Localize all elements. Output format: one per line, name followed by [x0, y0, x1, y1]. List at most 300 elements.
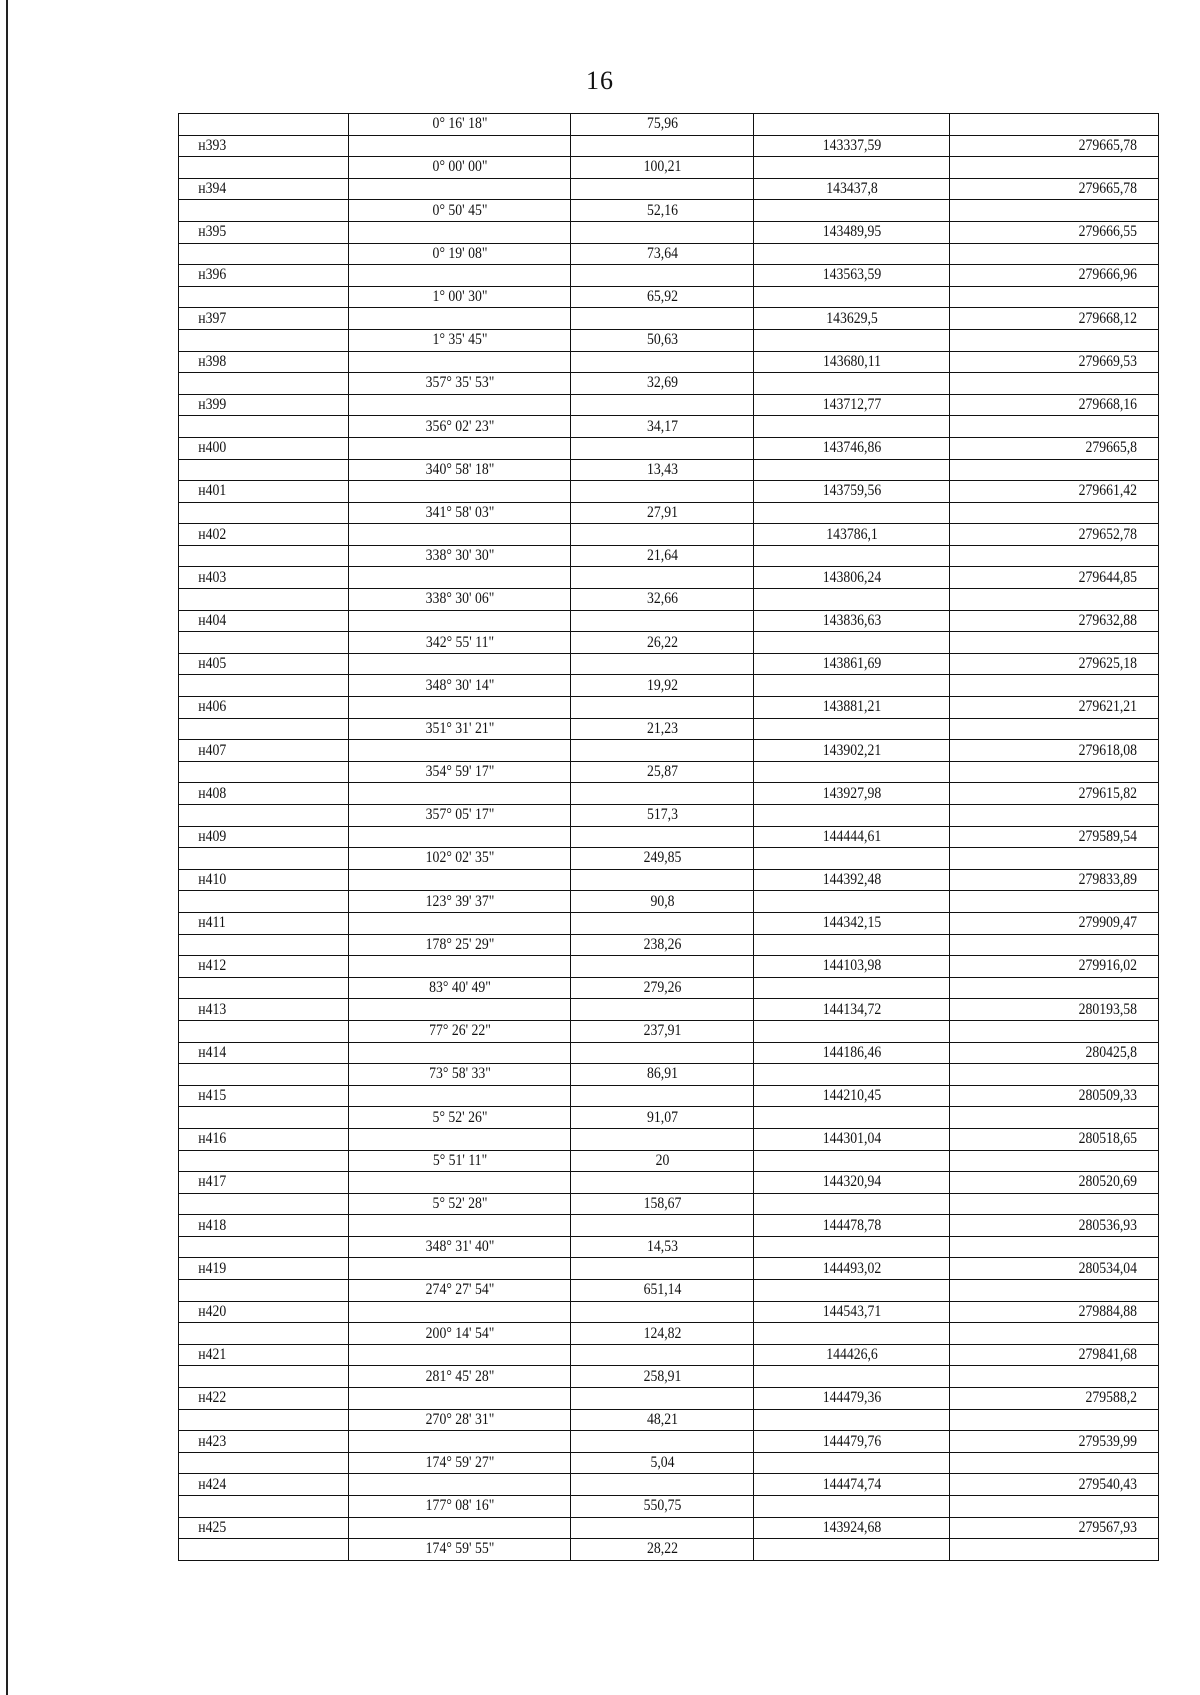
length-cell — [583, 1085, 740, 1107]
x-coordinate-cell — [767, 545, 936, 567]
y-coordinate-cell — [964, 1020, 1144, 1042]
point-row — [179, 999, 1159, 1021]
x-coordinate-cell — [767, 761, 936, 783]
y-coordinate-cell — [964, 1280, 1144, 1302]
y-coordinate-cell — [964, 373, 1144, 395]
x-coordinate-cell: 144478,78 — [767, 1215, 936, 1237]
x-coordinate-cell — [767, 891, 936, 913]
x-coordinate-cell — [767, 675, 936, 697]
y-coordinate-cell: 279916,02 — [964, 956, 1144, 978]
point-row — [179, 826, 1159, 848]
y-coordinate-cell — [964, 977, 1144, 999]
segment-row — [179, 718, 1159, 740]
x-coordinate-cell — [767, 718, 936, 740]
x-coordinate-cell: 144320,94 — [767, 1172, 936, 1194]
point-name-cell — [190, 373, 336, 395]
angle-cell: 1° 00' 30" — [364, 286, 555, 308]
segment-row — [179, 243, 1159, 265]
point-row — [179, 1258, 1159, 1280]
x-coordinate-cell — [767, 286, 936, 308]
y-coordinate-cell: 279669,53 — [964, 351, 1144, 373]
segment-row — [179, 934, 1159, 956]
x-coordinate-cell: 143337,59 — [767, 135, 936, 157]
x-coordinate-cell — [767, 589, 936, 611]
angle-cell — [364, 1042, 555, 1064]
y-coordinate-cell — [964, 805, 1144, 827]
point-name-cell: н412 — [190, 956, 336, 978]
length-cell — [583, 740, 740, 762]
angle-cell: 348° 31' 40" — [364, 1236, 555, 1258]
angle-cell: 0° 16' 18" — [364, 114, 555, 136]
y-coordinate-cell — [964, 1064, 1144, 1086]
x-coordinate-cell — [767, 632, 936, 654]
point-row — [179, 1042, 1159, 1064]
y-coordinate-cell: 279632,88 — [964, 610, 1144, 632]
length-cell — [583, 1172, 740, 1194]
angle-cell — [364, 740, 555, 762]
length-cell: 14,53 — [583, 1236, 740, 1258]
length-cell: 32,69 — [583, 373, 740, 395]
x-coordinate-cell — [767, 805, 936, 827]
x-coordinate-cell — [767, 200, 936, 222]
segment-row — [179, 1539, 1159, 1561]
point-row — [179, 1085, 1159, 1107]
length-cell: 237,91 — [583, 1020, 740, 1042]
length-cell — [583, 481, 740, 503]
segment-row — [179, 1323, 1159, 1345]
point-row — [179, 135, 1159, 157]
length-cell — [583, 783, 740, 805]
point-name-cell — [190, 545, 336, 567]
angle-cell — [364, 1301, 555, 1323]
y-coordinate-cell: 280534,04 — [964, 1258, 1144, 1280]
point-name-cell: н422 — [190, 1388, 336, 1410]
angle-cell — [364, 308, 555, 330]
angle-cell: 357° 05' 17" — [364, 805, 555, 827]
point-name-cell: н396 — [190, 265, 336, 287]
point-name-cell: н405 — [190, 653, 336, 675]
x-coordinate-cell: 144474,74 — [767, 1474, 936, 1496]
angle-cell — [364, 1128, 555, 1150]
x-coordinate-cell: 143836,63 — [767, 610, 936, 632]
length-cell: 52,16 — [583, 200, 740, 222]
point-name-cell: н399 — [190, 394, 336, 416]
point-name-cell: н417 — [190, 1172, 336, 1194]
angle-cell: 5° 52' 26" — [364, 1107, 555, 1129]
length-cell — [583, 1517, 740, 1539]
length-cell: 5,04 — [583, 1452, 740, 1474]
angle-cell — [364, 481, 555, 503]
length-cell — [583, 999, 740, 1021]
length-cell: 124,82 — [583, 1323, 740, 1345]
y-coordinate-cell: 280520,69 — [964, 1172, 1144, 1194]
angle-cell: 354° 59' 17" — [364, 761, 555, 783]
point-name-cell: н418 — [190, 1215, 336, 1237]
segment-row — [179, 329, 1159, 351]
length-cell: 249,85 — [583, 848, 740, 870]
segment-row — [179, 157, 1159, 179]
x-coordinate-cell: 143629,5 — [767, 308, 936, 330]
angle-cell: 77° 26' 22" — [364, 1020, 555, 1042]
segment-row — [179, 545, 1159, 567]
angle-cell: 348° 30' 14" — [364, 675, 555, 697]
y-coordinate-cell: 279644,85 — [964, 567, 1144, 589]
angle-cell — [364, 826, 555, 848]
angle-cell: 1° 35' 45" — [364, 329, 555, 351]
angle-cell — [364, 437, 555, 459]
x-coordinate-cell: 143786,1 — [767, 524, 936, 546]
x-coordinate-cell: 144479,76 — [767, 1431, 936, 1453]
point-row — [179, 178, 1159, 200]
point-row — [179, 1344, 1159, 1366]
angle-cell: 357° 35' 53" — [364, 373, 555, 395]
point-name-cell: н408 — [190, 783, 336, 805]
segment-row — [179, 1236, 1159, 1258]
point-name-cell — [190, 761, 336, 783]
angle-cell — [364, 1431, 555, 1453]
length-cell — [583, 178, 740, 200]
y-coordinate-cell — [964, 1496, 1144, 1518]
segment-row — [179, 1193, 1159, 1215]
length-cell — [583, 351, 740, 373]
point-name-cell — [190, 1020, 336, 1042]
y-coordinate-cell — [964, 718, 1144, 740]
segment-row — [179, 848, 1159, 870]
point-row — [179, 697, 1159, 719]
angle-cell: 5° 51' 11" — [364, 1150, 555, 1172]
y-coordinate-cell: 279618,08 — [964, 740, 1144, 762]
angle-cell: 281° 45' 28" — [364, 1366, 555, 1388]
length-cell — [583, 653, 740, 675]
y-coordinate-cell: 280509,33 — [964, 1085, 1144, 1107]
x-coordinate-cell — [767, 1280, 936, 1302]
length-cell — [583, 697, 740, 719]
segment-row — [179, 502, 1159, 524]
angle-cell — [364, 783, 555, 805]
y-coordinate-cell — [964, 243, 1144, 265]
length-cell: 238,26 — [583, 934, 740, 956]
point-name-cell — [190, 1366, 336, 1388]
length-cell: 651,14 — [583, 1280, 740, 1302]
length-cell: 73,64 — [583, 243, 740, 265]
y-coordinate-cell — [964, 459, 1144, 481]
x-coordinate-cell: 143746,86 — [767, 437, 936, 459]
y-coordinate-cell: 279625,18 — [964, 653, 1144, 675]
length-cell: 21,64 — [583, 545, 740, 567]
point-row — [179, 221, 1159, 243]
length-cell — [583, 524, 740, 546]
length-cell: 32,66 — [583, 589, 740, 611]
x-coordinate-cell — [767, 1193, 936, 1215]
y-coordinate-cell: 279909,47 — [964, 912, 1144, 934]
point-name-cell — [190, 459, 336, 481]
segment-row — [179, 373, 1159, 395]
x-coordinate-cell — [767, 416, 936, 438]
point-name-cell: н425 — [190, 1517, 336, 1539]
point-name-cell — [190, 1236, 336, 1258]
angle-cell: 270° 28' 31" — [364, 1409, 555, 1431]
y-coordinate-cell: 279833,89 — [964, 869, 1144, 891]
x-coordinate-cell — [767, 1452, 936, 1474]
x-coordinate-cell — [767, 243, 936, 265]
point-row — [179, 567, 1159, 589]
point-row — [179, 1431, 1159, 1453]
segment-row — [179, 1107, 1159, 1129]
point-name-cell — [190, 805, 336, 827]
x-coordinate-cell — [767, 934, 936, 956]
length-cell: 28,22 — [583, 1539, 740, 1561]
point-name-cell: н415 — [190, 1085, 336, 1107]
point-name-cell — [190, 589, 336, 611]
y-coordinate-cell: 280425,8 — [964, 1042, 1144, 1064]
y-coordinate-cell: 280193,58 — [964, 999, 1144, 1021]
x-coordinate-cell — [767, 1409, 936, 1431]
angle-cell — [364, 869, 555, 891]
length-cell: 517,3 — [583, 805, 740, 827]
length-cell — [583, 1042, 740, 1064]
y-coordinate-cell — [964, 1409, 1144, 1431]
segment-row — [179, 761, 1159, 783]
length-cell — [583, 265, 740, 287]
length-cell: 27,91 — [583, 502, 740, 524]
x-coordinate-cell: 143927,98 — [767, 783, 936, 805]
length-cell — [583, 1344, 740, 1366]
point-name-cell — [190, 1107, 336, 1129]
y-coordinate-cell: 279540,43 — [964, 1474, 1144, 1496]
angle-cell — [364, 956, 555, 978]
length-cell: 86,91 — [583, 1064, 740, 1086]
point-name-cell: н400 — [190, 437, 336, 459]
length-cell — [583, 1258, 740, 1280]
point-row — [179, 437, 1159, 459]
point-name-cell: н398 — [190, 351, 336, 373]
point-row — [179, 653, 1159, 675]
x-coordinate-cell — [767, 329, 936, 351]
x-coordinate-cell — [767, 1107, 936, 1129]
x-coordinate-cell: 143924,68 — [767, 1517, 936, 1539]
point-row — [179, 956, 1159, 978]
length-cell: 100,21 — [583, 157, 740, 179]
length-cell: 13,43 — [583, 459, 740, 481]
point-name-cell — [190, 502, 336, 524]
x-coordinate-cell: 144426,6 — [767, 1344, 936, 1366]
x-coordinate-cell: 144210,45 — [767, 1085, 936, 1107]
length-cell: 158,67 — [583, 1193, 740, 1215]
angle-cell — [364, 697, 555, 719]
point-name-cell: н410 — [190, 869, 336, 891]
point-name-cell — [190, 1150, 336, 1172]
length-cell: 91,07 — [583, 1107, 740, 1129]
point-name-cell — [190, 157, 336, 179]
point-row — [179, 524, 1159, 546]
point-row — [179, 1172, 1159, 1194]
x-coordinate-cell — [767, 1539, 936, 1561]
segment-row — [179, 200, 1159, 222]
x-coordinate-cell: 143881,21 — [767, 697, 936, 719]
point-name-cell — [190, 286, 336, 308]
length-cell: 25,87 — [583, 761, 740, 783]
y-coordinate-cell — [964, 200, 1144, 222]
length-cell: 34,17 — [583, 416, 740, 438]
x-coordinate-cell — [767, 1366, 936, 1388]
point-name-cell — [190, 1539, 336, 1561]
segment-row — [179, 1064, 1159, 1086]
point-name-cell: н421 — [190, 1344, 336, 1366]
point-row — [179, 1474, 1159, 1496]
length-cell — [583, 394, 740, 416]
angle-cell — [364, 1215, 555, 1237]
point-name-cell: н414 — [190, 1042, 336, 1064]
point-name-cell: н393 — [190, 135, 336, 157]
angle-cell: 83° 40' 49" — [364, 977, 555, 999]
x-coordinate-cell — [767, 459, 936, 481]
x-coordinate-cell: 143680,11 — [767, 351, 936, 373]
angle-cell: 340° 58' 18" — [364, 459, 555, 481]
x-coordinate-cell — [767, 1150, 936, 1172]
point-row — [179, 308, 1159, 330]
angle-cell: 123° 39' 37" — [364, 891, 555, 913]
y-coordinate-cell — [964, 1107, 1144, 1129]
length-cell — [583, 912, 740, 934]
y-coordinate-cell — [964, 1193, 1144, 1215]
coordinates-table-body — [179, 114, 1159, 1561]
y-coordinate-cell — [964, 891, 1144, 913]
x-coordinate-cell: 144186,46 — [767, 1042, 936, 1064]
x-coordinate-cell: 144392,48 — [767, 869, 936, 891]
y-coordinate-cell: 279588,2 — [964, 1388, 1144, 1410]
point-row — [179, 912, 1159, 934]
point-name-cell: н403 — [190, 567, 336, 589]
point-name-cell: н404 — [190, 610, 336, 632]
point-name-cell — [190, 329, 336, 351]
y-coordinate-cell — [964, 502, 1144, 524]
angle-cell: 174° 59' 27" — [364, 1452, 555, 1474]
point-row — [179, 1517, 1159, 1539]
length-cell — [583, 1301, 740, 1323]
angle-cell: 174° 59' 55" — [364, 1539, 555, 1561]
y-coordinate-cell — [964, 286, 1144, 308]
segment-row — [179, 1409, 1159, 1431]
length-cell — [583, 1474, 740, 1496]
y-coordinate-cell — [964, 1150, 1144, 1172]
angle-cell — [364, 178, 555, 200]
angle-cell: 73° 58' 33" — [364, 1064, 555, 1086]
angle-cell: 338° 30' 30" — [364, 545, 555, 567]
length-cell — [583, 826, 740, 848]
y-coordinate-cell: 279665,78 — [964, 135, 1144, 157]
y-coordinate-cell — [964, 157, 1144, 179]
segment-row — [179, 1280, 1159, 1302]
y-coordinate-cell — [964, 1366, 1144, 1388]
y-coordinate-cell — [964, 1236, 1144, 1258]
length-cell — [583, 308, 740, 330]
length-cell: 75,96 — [583, 114, 740, 136]
x-coordinate-cell: 144103,98 — [767, 956, 936, 978]
y-coordinate-cell — [964, 1539, 1144, 1561]
point-name-cell: н394 — [190, 178, 336, 200]
angle-cell: 177° 08' 16" — [364, 1496, 555, 1518]
x-coordinate-cell: 144493,02 — [767, 1258, 936, 1280]
length-cell — [583, 135, 740, 157]
x-coordinate-cell: 144543,71 — [767, 1301, 936, 1323]
angle-cell: 102° 02' 35" — [364, 848, 555, 870]
x-coordinate-cell — [767, 373, 936, 395]
point-name-cell — [190, 1064, 336, 1086]
angle-cell: 351° 31' 21" — [364, 718, 555, 740]
y-coordinate-cell: 279621,21 — [964, 697, 1144, 719]
point-row — [179, 1215, 1159, 1237]
length-cell — [583, 221, 740, 243]
point-name-cell: н416 — [190, 1128, 336, 1150]
point-row — [179, 1128, 1159, 1150]
y-coordinate-cell: 279666,96 — [964, 265, 1144, 287]
angle-cell — [364, 524, 555, 546]
y-coordinate-cell: 279841,68 — [964, 1344, 1144, 1366]
length-cell — [583, 437, 740, 459]
x-coordinate-cell — [767, 157, 936, 179]
length-cell — [583, 1388, 740, 1410]
y-coordinate-cell: 279615,82 — [964, 783, 1144, 805]
point-name-cell: н420 — [190, 1301, 336, 1323]
point-name-cell — [190, 675, 336, 697]
angle-cell — [364, 999, 555, 1021]
point-row — [179, 869, 1159, 891]
point-name-cell — [190, 977, 336, 999]
y-coordinate-cell — [964, 934, 1144, 956]
x-coordinate-cell — [767, 114, 936, 136]
length-cell: 26,22 — [583, 632, 740, 654]
point-name-cell: н413 — [190, 999, 336, 1021]
angle-cell — [364, 135, 555, 157]
angle-cell — [364, 653, 555, 675]
y-coordinate-cell: 279884,88 — [964, 1301, 1144, 1323]
point-name-cell — [190, 1193, 336, 1215]
length-cell: 90,8 — [583, 891, 740, 913]
length-cell — [583, 956, 740, 978]
x-coordinate-cell — [767, 977, 936, 999]
x-coordinate-cell — [767, 1323, 936, 1345]
x-coordinate-cell: 144479,36 — [767, 1388, 936, 1410]
length-cell: 258,91 — [583, 1366, 740, 1388]
x-coordinate-cell: 143902,21 — [767, 740, 936, 762]
coordinates-table — [178, 113, 1159, 1561]
x-coordinate-cell — [767, 502, 936, 524]
point-row — [179, 481, 1159, 503]
y-coordinate-cell — [964, 589, 1144, 611]
point-row — [179, 1301, 1159, 1323]
x-coordinate-cell — [767, 848, 936, 870]
point-name-cell — [190, 934, 336, 956]
segment-row — [179, 1020, 1159, 1042]
point-name-cell: н409 — [190, 826, 336, 848]
x-coordinate-cell: 143563,59 — [767, 265, 936, 287]
x-coordinate-cell: 144301,04 — [767, 1128, 936, 1150]
y-coordinate-cell — [964, 1323, 1144, 1345]
x-coordinate-cell — [767, 1020, 936, 1042]
length-cell: 21,23 — [583, 718, 740, 740]
angle-cell: 0° 00' 00" — [364, 157, 555, 179]
point-name-cell: н397 — [190, 308, 336, 330]
segment-row — [179, 589, 1159, 611]
point-name-cell: н395 — [190, 221, 336, 243]
y-coordinate-cell: 279666,55 — [964, 221, 1144, 243]
length-cell: 65,92 — [583, 286, 740, 308]
point-name-cell: н423 — [190, 1431, 336, 1453]
y-coordinate-cell — [964, 675, 1144, 697]
segment-row — [179, 1496, 1159, 1518]
x-coordinate-cell — [767, 1496, 936, 1518]
length-cell — [583, 1215, 740, 1237]
